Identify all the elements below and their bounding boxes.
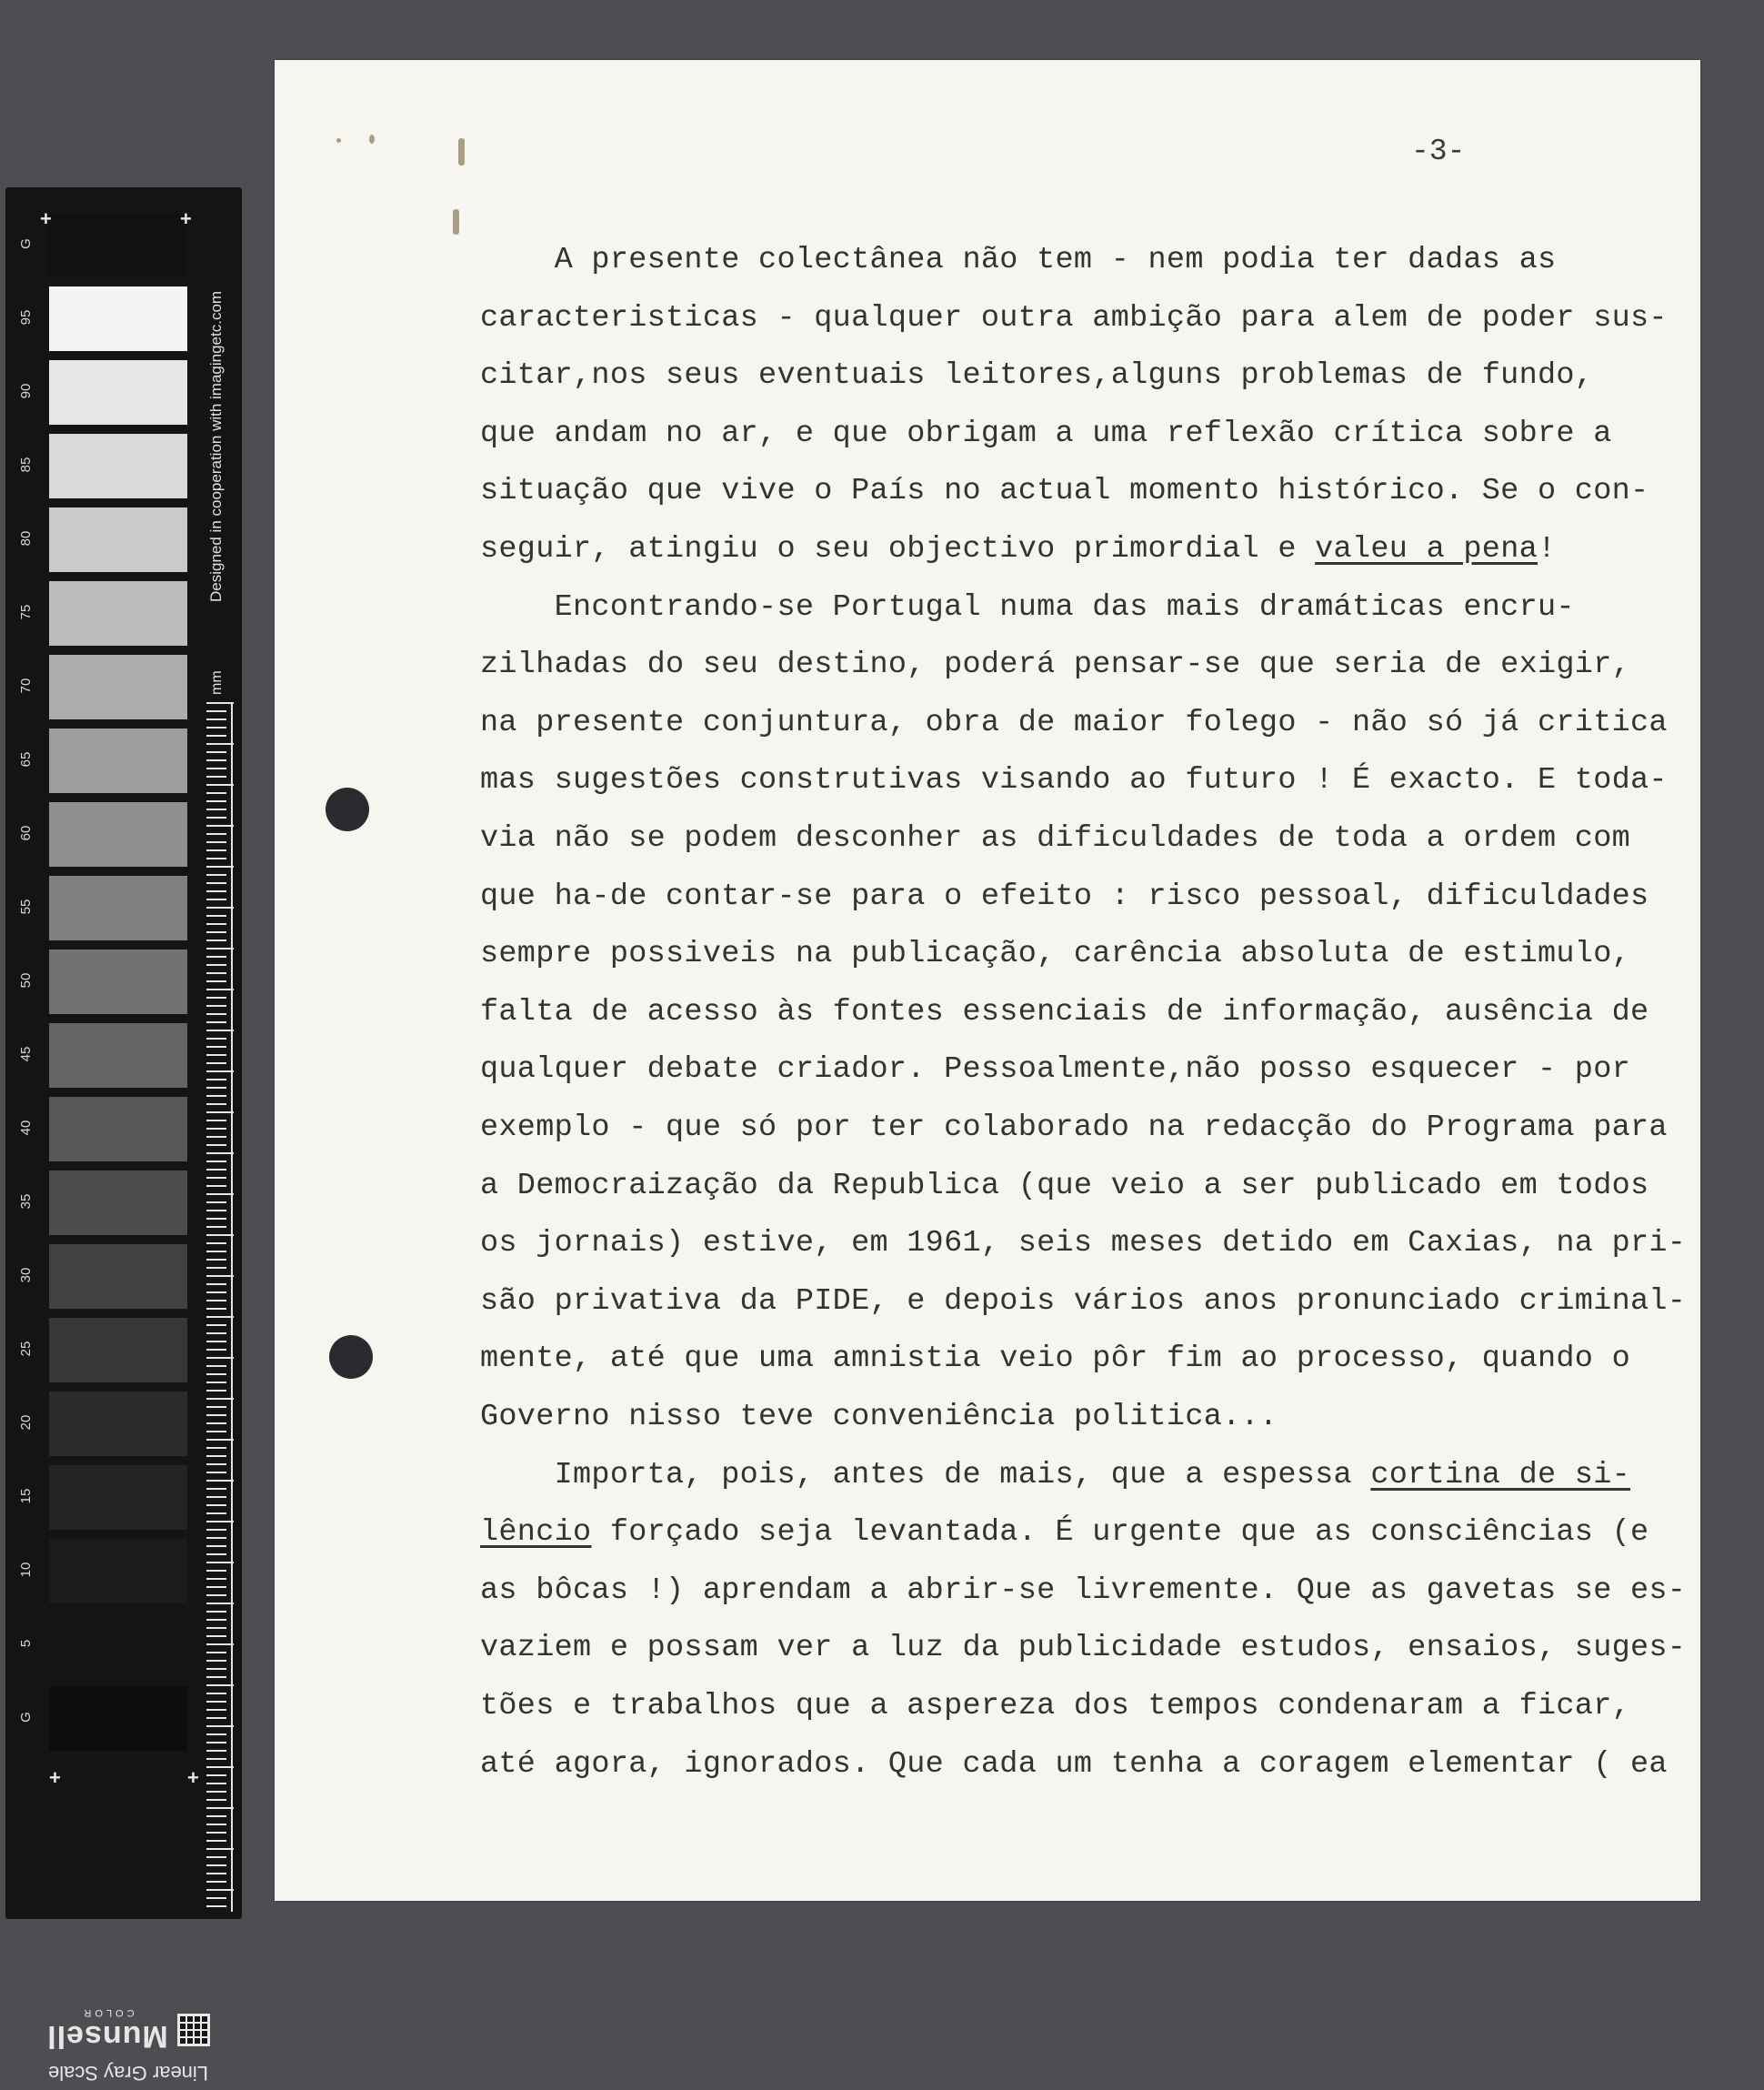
swatch-label: 30 [18,1267,34,1283]
swatch-label: 40 [18,1120,34,1136]
text-line: tões e trabalhos que a aspereza dos tempos condenaram a ficar, [480,1689,1631,1723]
paper-speck [458,138,465,166]
swatch-label: 80 [18,530,34,547]
swatch-label: 5 [18,1639,34,1648]
swatch-label: 90 [18,383,34,399]
brand-sub: COLOR [80,2007,135,2018]
swatch-label: 85 [18,457,34,473]
brand-name: Munsell [46,2019,168,2054]
text-line: seguir, atingiu o seu objectivo primordial e valeu a pena! [480,532,1557,567]
text-line: A presente colectânea não tem - nem podia ter dadas as [480,243,1557,277]
text-line: são privativa da PIDE, e depois vários anos pronunciado criminal- [480,1283,1687,1319]
text-line: via não se podem desconher as dificuldades de toda a ordem com [480,821,1631,856]
gray-swatch [49,1613,187,1677]
page-number: -3- [1411,135,1466,168]
mm-ruler-line [231,702,233,1912]
text-line: falta de acesso às fontes essenciais de informação, ausência de [480,994,1649,1030]
gray-swatch [49,286,187,351]
swatch-label: 95 [18,309,34,326]
gray-swatch [49,1244,187,1309]
swatch-label: 65 [18,751,34,768]
scale-title: Linear Gray Scale [47,2062,209,2085]
gray-swatch [49,581,187,646]
gray-swatch [49,434,187,498]
paper-speck [453,209,459,235]
text-line: exemplo - que só por ter colaborado na redacção do Programa para [480,1110,1668,1145]
swatch-label: 10 [18,1562,34,1578]
text-line: caracteristicas - qualquer outra ambição para alem de poder sus- [480,300,1668,336]
swatch-label: 35 [18,1193,34,1210]
plus-mark-bottom-left: + [49,1766,61,1789]
swatch-label: 45 [18,1046,34,1062]
text-line: a Democraização da Republica (que veio a ser publicado em todos [480,1168,1649,1203]
text-line: lêncio forçado seja levantada. É urgente que as consciências (e [480,1515,1649,1551]
text-line: zilhadas do seu destino, poderá pensar-se que seria de exigir, [480,648,1631,683]
text-line: que andam no ar, e que obrigam a uma reflexão crítica sobre a [480,416,1612,451]
gray-swatch [49,950,187,1014]
swatch-label: 60 [18,825,34,841]
paper-speck [336,138,341,143]
imaging-caption: Designed in cooperation with imagingetc.com [207,290,225,602]
underlined-phrase: lêncio [480,1515,592,1551]
plus-mark-bottom-right: + [187,1766,199,1789]
text-line: situação que vive o País no actual momento histórico. Se o con- [480,474,1649,509]
text-line: os jornais) estive, em 1961, seis meses detido em Caxias, na pri- [480,1226,1687,1261]
swatch-label: G [18,238,34,249]
munsell-brand [42,1999,215,2090]
paper-speck [369,135,375,144]
gray-swatch [49,213,187,277]
gray-swatch [49,1318,187,1382]
text-line: sempre possiveis na publicação, carência absoluta de estimulo, [480,937,1631,972]
text-line: Governo nisso teve conveniência politica... [480,1400,1278,1434]
swatch-label: 55 [18,899,34,915]
gray-swatch [49,360,187,425]
plus-mark-top-left: + [40,207,52,230]
text-line: na presente conjuntura, obra de maior folego - não só já critica [480,705,1668,740]
swatch-label: 25 [18,1341,34,1357]
swatch-label: 15 [18,1488,34,1504]
gray-swatch [49,876,187,940]
text-line: Importa, pois, antes de mais, que a espessa cortina de si- [480,1457,1631,1492]
punch-hole-lower [329,1335,373,1379]
gray-swatch [49,1539,187,1603]
swatch-label: 20 [18,1414,34,1431]
punch-hole-upper [326,788,369,831]
underlined-phrase: cortina de si- [1370,1457,1631,1492]
plus-mark-top-right: + [180,207,192,230]
swatch-label: G [18,1712,34,1723]
text-line: Encontrando-se Portugal numa das mais dramáticas encru- [480,589,1575,625]
gray-swatch [49,655,187,719]
gray-scale-card [5,187,242,2085]
gray-swatch [49,802,187,867]
gray-swatch [49,1097,187,1161]
typewritten-page [275,60,1700,1901]
mm-ruler-major [206,702,234,1912]
swatch-label: 75 [18,604,34,620]
gray-swatch [49,1686,187,1751]
text-line: qualquer debate criador. Pessoalmente,não posso esquecer - por [480,1052,1631,1088]
text-line: citar,nos seus eventuais leitores,alguns problemas de fundo, [480,358,1594,394]
gray-swatch [49,1171,187,1235]
gray-swatch [49,728,187,793]
swatch-label: 70 [18,678,34,694]
text-line: mas sugestões construtivas visando ao futuro ! É exacto. E toda- [480,763,1668,799]
text-line: as bôcas !) aprendam a abrir-se livremente. Que as gavetas se es- [480,1573,1687,1608]
text-line: vaziem e possam ver a luz da publicidade estudos, ensaios, suges- [480,1631,1687,1666]
mm-unit-label: mm [209,670,225,695]
munsell-logo-icon [177,2015,210,2047]
underlined-phrase: valeu a pena [1315,532,1538,567]
gray-swatch [49,1023,187,1088]
gray-swatch [49,1392,187,1456]
gray-swatch [49,507,187,572]
text-line: mente, até que uma amnistia veio pôr fim ao processo, quando o [480,1341,1631,1377]
gray-swatch [49,1465,187,1530]
text-line: até agora, ignorados. Que cada um tenha a coragem elementar ( ea [480,1746,1668,1782]
text-line: que ha-de contar-se para o efeito : risco pessoal, dificuldades [480,879,1649,914]
swatch-label: 50 [18,972,34,989]
